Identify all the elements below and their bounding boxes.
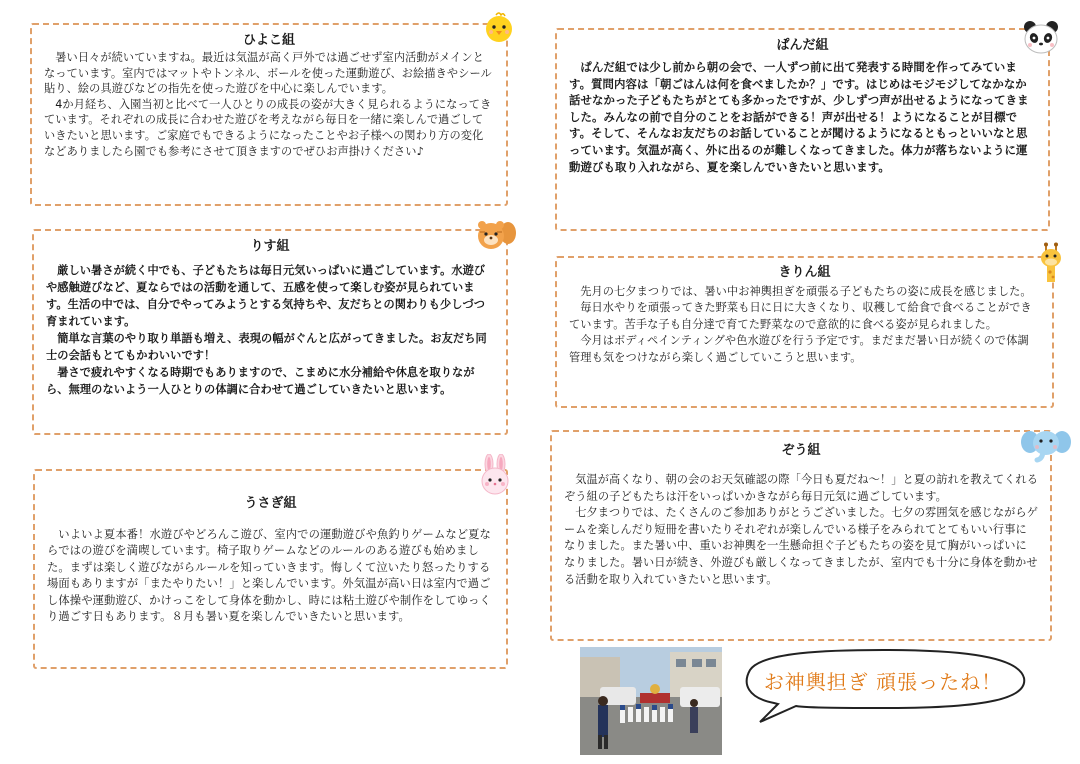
rabbit-icon xyxy=(478,454,512,496)
speech-bubble-text: お神輿担ぎ 頑張ったね！ xyxy=(763,670,1003,694)
section-title: ぱんだ組 xyxy=(776,38,829,53)
section-body: 4か月経ち、入園当初と比べて一人ひとりの成長の姿が大きく見られるようになってきています。それぞれの成長に合わせた遊びを考えながら毎日を一緒に楽しんで過ごしていきたいと思います。ご家庭でもできるようになったことやお子様への関わり方の変化などありましたら園でも参考にさせて頂きますのでぜひお声掛けください♪ xyxy=(44,97,492,158)
section-hiyoko xyxy=(30,23,508,206)
section-body: 七夕まつりでは、たくさんのご参加ありがとうございました。七夕の雰囲気を感じながらゲームを楽しんだり短冊を書いたりそれぞれが楽しんでいる様子をみられてとてもいい行事になりました。また暑い中、重いお神輿を一生懸命担ぐ子どもたちの姿を見て胸がいっぱいになりました。暑い日が続き、外遊びも厳しくなってきましたが、室内でも十分に身体を動かせる活動を取り入れていきたいと思います。 xyxy=(564,506,1038,586)
section-body: 今月はボディペインティングや色水遊びを行う予定です。まだまだ暑い日が続くので体調管理も気をつけながら楽しく過ごしていこうと思います。 xyxy=(569,334,1029,364)
section-body: 毎日水やりを頑張ってきた野菜も日に日に大きくなり、収穫して給食で食べることができています。苦手な子も自分達で育てた野菜なので意欲的に食べる姿が見られました。 xyxy=(569,301,1032,331)
section-body: 簡単な言葉のやり取り単語も増え、表現の幅がぐんと広がってきました。お友だち同士の会話もとてもかわいいです！ xyxy=(46,332,487,362)
chick-icon xyxy=(482,10,516,44)
section-title: うさぎ組 xyxy=(244,496,297,511)
section-kirin xyxy=(555,256,1054,408)
section-body: 先月の七夕まつりでは、暑い中お神輿担ぎを頑張る子どもたちの姿に成長を感じました。 xyxy=(580,285,1032,298)
squirrel-icon xyxy=(474,217,516,251)
speech-bubble xyxy=(738,648,1028,726)
section-title: きりん組 xyxy=(778,265,831,280)
section-title: りす組 xyxy=(250,239,290,254)
section-title: ひよこ組 xyxy=(242,33,295,48)
section-usagi xyxy=(33,469,508,669)
giraffe-icon xyxy=(1036,242,1066,284)
section-risu xyxy=(32,229,508,435)
event-photo-image xyxy=(580,647,722,755)
panda-icon xyxy=(1022,19,1060,55)
section-body: ぱんだ組では少し前から朝の会で、一人ずつ前に出て発表する時間を作ってみています。質問内容は「朝ごはんは何を食べましたか？」です。はじめはモジモジしてなかなか話せなかった子どもたちがとても多かったですが、少しずつ声が出せるようになってきました。みんなの前で自分のことをお話ができる！声が出せる！ようになることが目標です。そして、そんなお友だちのお話していることが聞けるようになるともっといいなと思っています。気温が高く、外に出るのが難しくなってきました。体力が落ちないように運動遊びも取り入れながら、夏を楽しんでいきたいと思います。 xyxy=(569,60,1029,174)
section-body: 暑い日々が続いていますね。最近は気温が高く戸外では過ごせず室内活動がメインとなっています。室内ではマットやトンネル、ボールを使った運動遊び、お絵描きやシール貼り、絵の具遊びなどの指先を使った遊びを中心に楽しんでいます。 xyxy=(44,51,492,96)
section-body: いよいよ夏本番！水遊びやどろんこ遊び、室内での運動遊びや魚釣りゲームなど夏ならではの遊びを満喫しています。椅子取りゲームなどのルールのある遊びも始めました。まずは楽しく遊びながらルールを知っていきます。悔しくて泣いたり怒ったりする場面もありますが「またやりたい！」と楽しんでいます。外気温が高い日は室内で過ごし体操や運動遊び、かけっこをして身体を動かし、時には粘土遊びや制作をしてゆっくり過ごす日もあります。８月も暑い夏を楽しんでいきたいと思います。 xyxy=(47,528,491,624)
section-body: 気温が高くなり、朝の会のお天気確認の際「今日も夏だね〜！」と夏の訪れを教えてくれるぞう組の子どもたちは汗をいっぱいかきながら毎日元気に過ごしています。 xyxy=(564,473,1038,503)
section-body: 暑さで疲れやすくなる時期でもありますので、こまめに水分補給や休息を取りながら、無理のないよう一人ひとりの体調に合わせて過ごしていきたいと思います。 xyxy=(46,366,475,396)
section-body: 厳しい暑さが続く中でも、子どもたちは毎日元気いっぱいに過ごしています。水遊びや感触遊びなど、夏ならではの活動を通して、五感を使って楽しむ姿が見られています。生活の中では、自分でやってみようとする気持ちや、友だちとの関わりも少しづつ育まれています。 xyxy=(46,264,486,328)
section-title: ぞう組 xyxy=(781,443,821,458)
section-zou xyxy=(550,430,1052,641)
elephant-icon xyxy=(1020,424,1076,464)
section-panda xyxy=(555,28,1050,231)
event-photo xyxy=(580,647,722,755)
